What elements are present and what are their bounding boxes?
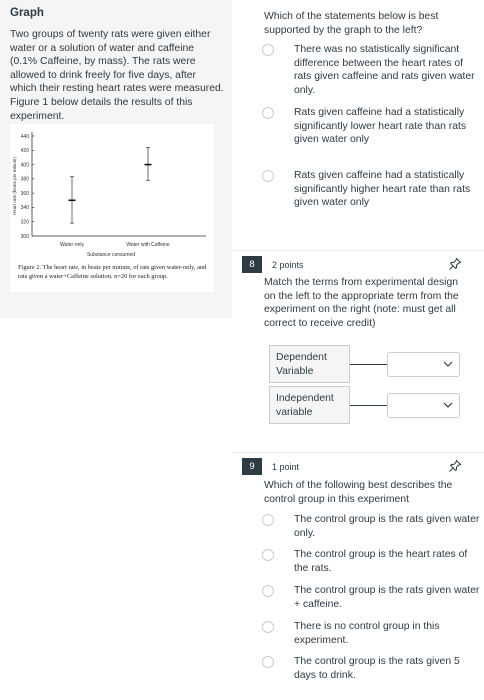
q7-prompt: Which of the statements below is best supported by the graph to the left? bbox=[264, 11, 439, 36]
q8-connector-1 bbox=[350, 364, 387, 365]
y-tick-label: 400 bbox=[20, 162, 29, 169]
y-tick-label: 340 bbox=[20, 205, 29, 212]
q9-option-1-radio[interactable] bbox=[262, 514, 274, 526]
q7-option-2-label: Rats given caffeine had a statistically significantly lower heart rate than rats given water only bbox=[294, 107, 467, 146]
graph-panel-title: Graph bbox=[10, 7, 44, 19]
question-divider bbox=[232, 250, 484, 251]
heart-rate-chart bbox=[10, 124, 214, 262]
graph-panel bbox=[0, 0, 232, 318]
q8-number-badge: 8 bbox=[242, 256, 262, 273]
questions-panel bbox=[232, 0, 484, 700]
q9-option-1-label: The control group is the rats given water only. bbox=[294, 514, 480, 539]
q8-term-independent-variable: Independent variable bbox=[269, 386, 350, 424]
q9-option-3-radio[interactable] bbox=[262, 585, 274, 597]
q7-option-2-radio[interactable] bbox=[262, 107, 274, 119]
x-axis-label: Substance consumed bbox=[86, 252, 136, 258]
q9-number-badge: 9 bbox=[242, 458, 262, 475]
y-axis-label: Heart rate (beats per minute) bbox=[12, 157, 17, 215]
q7-option-3-label: Rats given caffeine had a statistically significantly higher heart rate than rats given water only bbox=[294, 170, 471, 209]
q8-independent-variable-select[interactable] bbox=[387, 393, 460, 418]
q8-connector-2 bbox=[350, 405, 387, 406]
q9-option-4-radio[interactable] bbox=[262, 621, 274, 633]
pin-icon[interactable] bbox=[448, 459, 462, 473]
x-tick-label: Water-only bbox=[60, 242, 84, 248]
q9-points: 1 point bbox=[272, 462, 300, 472]
q7-option-1-radio[interactable] bbox=[262, 44, 274, 56]
chevron-down-icon bbox=[443, 361, 453, 368]
y-tick-label: 380 bbox=[20, 176, 29, 183]
q9-option-5-label: The control group is the rats given 5 days to drink. bbox=[294, 656, 460, 681]
figure-caption: Figure 2. The heart rate, in beats per minute, of rats given water-only, and rats given a water+Caffeine solution. n=20 for each group. bbox=[18, 264, 207, 280]
q7-option-3-radio[interactable] bbox=[262, 170, 274, 182]
q9-option-2-radio[interactable] bbox=[262, 549, 274, 561]
x-tick-label: Water with Caffeine bbox=[126, 242, 170, 248]
q8-dependent-variable-select[interactable] bbox=[387, 352, 460, 377]
y-tick-label: 360 bbox=[20, 190, 29, 197]
graph-intro-text: Two groups of twenty rats were given either water or a solution of water and caffeine (0.1% Caffeine, by mass). The rats were allowed to drink freely for five days, after which their resting heart rates were measured. Figure 1 below details the results of this experiment. bbox=[10, 29, 224, 122]
y-tick-label: 300 bbox=[20, 233, 29, 240]
y-tick-label: 440 bbox=[20, 133, 29, 140]
q9-option-3-label: The control group is the rats given water + caffeine. bbox=[294, 585, 480, 610]
question-7-header-edge bbox=[232, 0, 234, 4]
figure bbox=[10, 124, 214, 292]
q7-option-1-label: There was no statistically significant difference between the heart rates of rats given caffeine and rats given water only. bbox=[294, 44, 475, 96]
q8-term-dependent-variable: Dependent Variable bbox=[269, 345, 350, 383]
q8-prompt: Match the terms from experimental design on the left to the appropriate term from the experiment on the right (note: must get all correct to receive credit) bbox=[264, 277, 459, 329]
q8-points: 2 points bbox=[272, 260, 304, 270]
y-tick-label: 420 bbox=[20, 148, 29, 155]
q9-prompt: Which of the following best describes the control group in this experiment bbox=[264, 480, 453, 505]
pin-icon[interactable] bbox=[448, 257, 462, 271]
q9-option-4-label: There is no control group in this experiment. bbox=[294, 621, 440, 646]
y-tick-label: 320 bbox=[20, 219, 29, 226]
q9-option-2-label: The control group is the heart rates of the rats. bbox=[294, 549, 468, 574]
chevron-down-icon bbox=[443, 402, 453, 409]
q9-option-5-radio[interactable] bbox=[262, 656, 274, 668]
question-divider bbox=[232, 452, 484, 453]
